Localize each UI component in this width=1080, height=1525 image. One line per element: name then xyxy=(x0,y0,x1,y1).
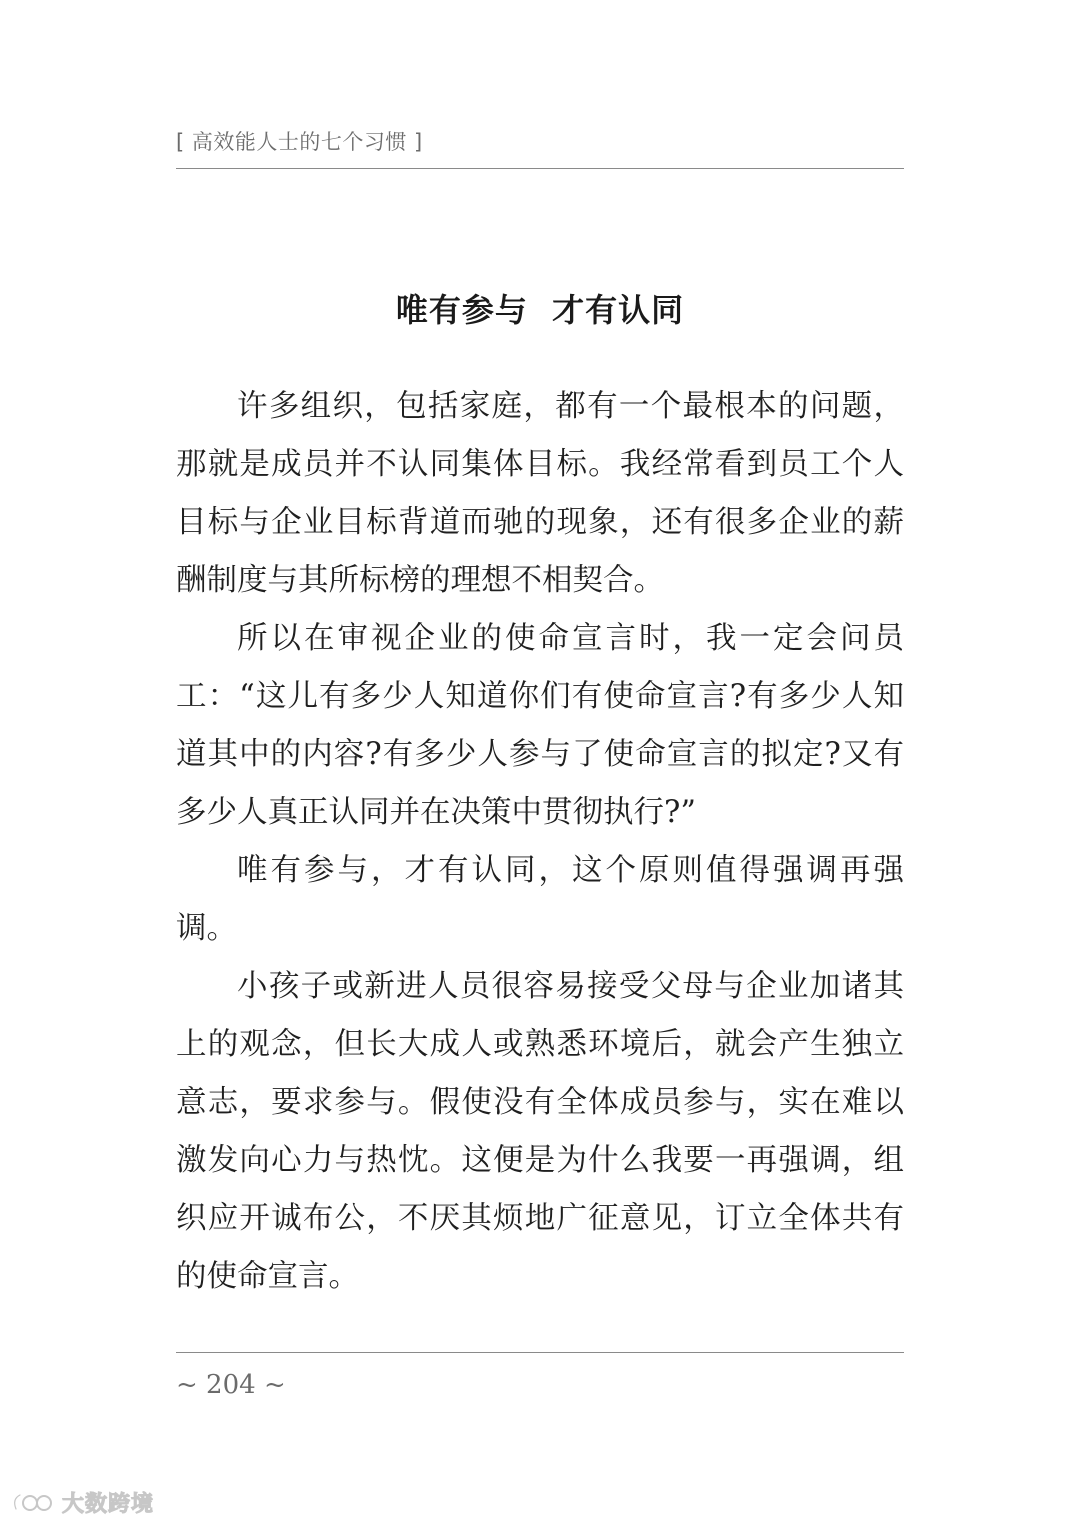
paragraph-4: 小孩子或新进人员很容易接受父母与企业加诸其上的观念，但长大成人或熟悉环境后，就会产生独立意志，要求参与。假使没有全体成员参与，实在难以激发向心力与热忱。这便是为什么我要一再强调，组织应开诚布公，不厌其烦地广征意见，订立全体共有的使命宣言。 xyxy=(176,969,904,1294)
watermark-text: 大数跨境 xyxy=(62,1492,155,1517)
footer-rule xyxy=(176,1352,904,1353)
chapter-title: 唯有参与 才有认同 xyxy=(395,291,685,330)
running-header: [ 高效能人士的七个习惯 ] xyxy=(176,130,423,154)
body-text xyxy=(176,378,904,1306)
watermark-logo-icon xyxy=(10,1489,56,1517)
paragraph-3: 唯有参与，才有认同，这个原则值得强调再强调。 xyxy=(176,853,904,946)
watermark xyxy=(10,1487,154,1518)
paragraph-2: 所以在审视企业的使命宣言时，我一定会问员工：“这儿有多少人知道你们有使命宣言?有多少人知道其中的内容?有多少人参与了使命宣言的拟定?又有多少人真正认同并在决策中贯彻执行?” xyxy=(176,621,904,830)
paragraph-1: 许多组织，包括家庭，都有一个最根本的问题，那就是成员并不认同集体目标。我经常看到员工个人目标与企业目标背道而驰的现象，还有很多企业的薪酬制度与其所标榜的理想不相契合。 xyxy=(176,389,904,598)
page-number: ~ 204 ~ xyxy=(176,1370,286,1400)
header-rule xyxy=(176,168,904,169)
